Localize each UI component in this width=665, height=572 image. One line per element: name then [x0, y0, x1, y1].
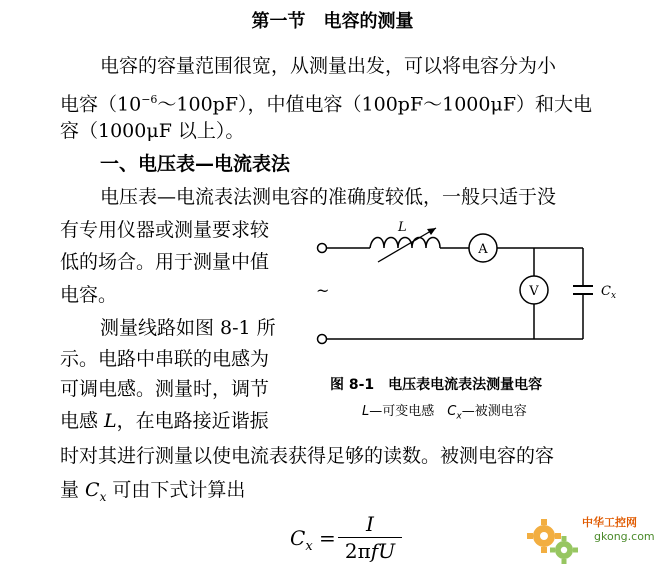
- formula-lhs-var: C: [290, 526, 306, 550]
- watermark-site: gkong.com: [594, 530, 655, 543]
- intro-line-2: [60, 89, 592, 115]
- para3-line-6: [60, 479, 245, 508]
- variable-arrow: [378, 228, 436, 262]
- legend-c-text: —被测电容: [461, 404, 527, 419]
- para3-line-4: [60, 410, 269, 432]
- formula-denominator-u: U: [378, 539, 396, 563]
- intro-line-2-post: ～100pF），中值电容（100pF～1000μF）和大电: [157, 93, 593, 116]
- formula-denominator: [338, 539, 402, 563]
- legend-c-sub: x: [456, 411, 462, 422]
- capacitor-label-var: C: [601, 284, 611, 299]
- inductor-label: L: [398, 220, 407, 235]
- legend-l-text: —可变电感: [369, 404, 435, 419]
- para3-line-6-post: 可由下式计算出: [106, 479, 246, 501]
- formula-lhs-sub: x: [305, 539, 313, 554]
- formula-lhs: [290, 526, 336, 554]
- para3-line-2: 示。电路中串联的电感为: [60, 348, 270, 370]
- formula-fraction: [338, 512, 402, 563]
- ammeter-label: A: [478, 242, 488, 257]
- gear-icon: [526, 516, 582, 566]
- formula-fraction-bar: [338, 537, 402, 538]
- watermark-brand: 中华工控网: [582, 516, 637, 529]
- formula-denominator-f: f: [370, 539, 379, 563]
- section-title: 第一节 电容的测量: [251, 11, 414, 32]
- formula-equals: =: [312, 526, 336, 550]
- para3-line-4-pre: 电感: [60, 410, 105, 432]
- bottom-terminal: [318, 335, 327, 344]
- para3-line-1: 测量线路如图 8-1 所: [100, 317, 276, 339]
- para2-line-1: 电压表—电流表法测电容的准确度较低，一般只适于没: [100, 186, 557, 208]
- legend-c-var: C: [447, 404, 457, 419]
- intro-line-3: 容（1000μF 以上）。: [60, 120, 245, 142]
- capacitor-label: [601, 284, 616, 301]
- capacitance-symbol: C: [85, 479, 100, 501]
- legend-l-var: L: [362, 404, 370, 419]
- circuit-diagram: [312, 218, 632, 348]
- top-terminal: [318, 244, 327, 253]
- formula-denominator-pre: 2π: [344, 539, 371, 563]
- figure-caption: [330, 374, 542, 394]
- intro-line-2-exponent: −6: [141, 93, 158, 106]
- para3-line-6-pre: 量: [60, 479, 86, 501]
- watermark: [522, 512, 665, 570]
- para2-line-4: 电容。: [60, 284, 118, 306]
- variable-arrow-head: [427, 228, 436, 235]
- para3-line-3: 可调电感。测量时，调节: [60, 378, 270, 400]
- inductance-symbol: L: [104, 410, 117, 432]
- figure-legend: [362, 400, 527, 422]
- para3-line-5: 时对其进行测量以使电流表获得足够的读数。被测电容的容: [60, 445, 555, 467]
- figure-number: 图 8-1: [330, 377, 375, 393]
- intro-line-2-pre: 电容（10: [60, 93, 142, 116]
- capacitance-subscript: x: [99, 489, 107, 504]
- capacitor-label-sub: x: [610, 291, 617, 301]
- source-symbol: ~: [316, 281, 330, 300]
- method-heading: 一、电压表—电流表法: [100, 153, 291, 175]
- intro-line-1: 电容的容量范围很宽，从测量出发，可以将电容分为小: [100, 55, 557, 77]
- formula-numerator: I: [366, 512, 374, 536]
- para2-line-3: 低的场合。用于测量中值: [60, 251, 270, 273]
- voltmeter-label: V: [529, 284, 539, 299]
- figure-title: 电压表电流表法测量电容: [388, 377, 543, 393]
- para3-line-4-post: ，在电路接近谐振: [116, 410, 269, 432]
- para2-line-2: 有专用仪器或测量要求较: [60, 219, 270, 241]
